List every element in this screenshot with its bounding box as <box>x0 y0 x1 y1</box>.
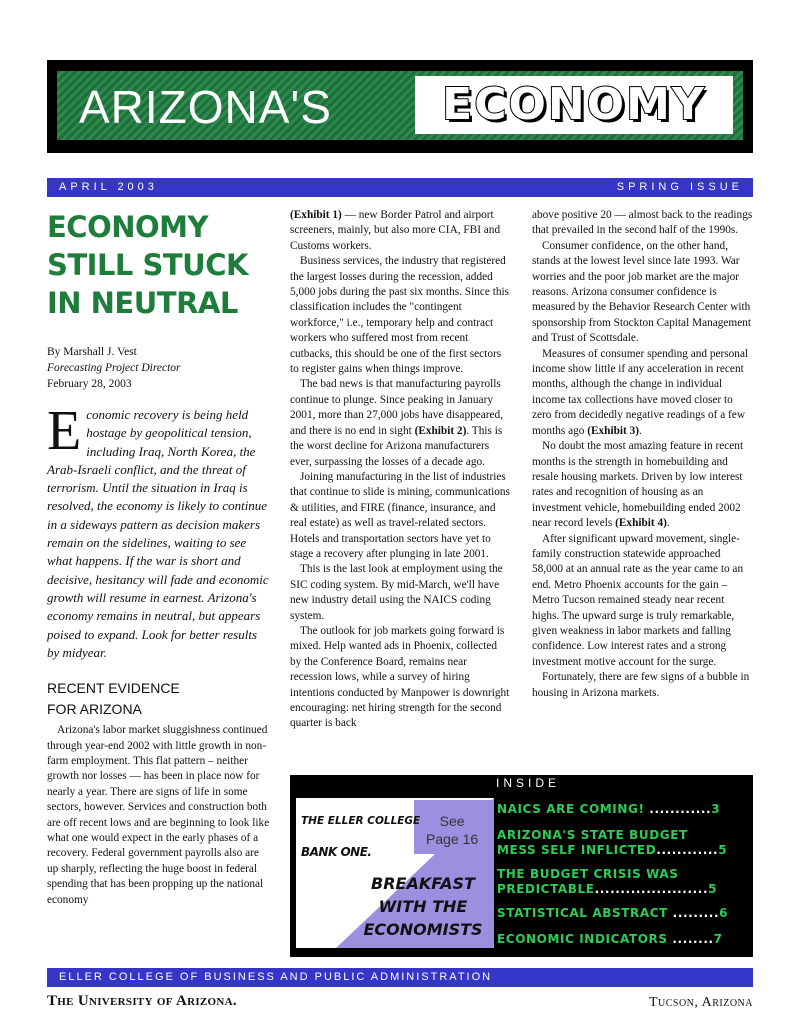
paragraph <box>290 377 510 469</box>
toc-title: NAICS ARE COMING! <box>497 802 645 816</box>
paragraph-text: . <box>666 517 670 530</box>
toc-page: 6 <box>719 906 729 920</box>
toc-item-budget-crisis[interactable] <box>497 867 743 897</box>
subhead-line: RECENT EVIDENCE <box>47 680 180 697</box>
toc-item-state-budget[interactable] <box>497 828 743 858</box>
promo-breakfast-title <box>358 872 488 941</box>
paragraph: After significant upward movement, single-family construction statewide approached 58,000 at an annual rate as the year came to an end. Metro Phoenix accounts for the gain – Metro Tucson remained steady near recent highs. The upward surge is truly remarkable, given weakness in labor markets and falling confidence. Low interest rates and a strong investment motive account for the surge. <box>532 532 744 668</box>
paragraph-text: No doubt the most amazing feature in recent months is the strength in homebuilding and resale housing markets. Driven by low interest rates and recognition of housing as an investment vehicle, homebuilding ended 2002 near record levels <box>532 440 744 530</box>
toc-title: PREDICTABLE <box>497 882 595 896</box>
paragraph-text: . This is the worst decline for Arizona manufacturers ever, surpassing the losses of a decade ago. <box>290 424 503 468</box>
column-1 <box>47 208 272 908</box>
lead-paragraph <box>47 400 272 662</box>
inside-box <box>290 792 753 957</box>
section-subhead <box>47 678 272 720</box>
masthead-economy: ECONOMY <box>442 79 706 130</box>
inside-header <box>290 775 753 792</box>
toc-leader: ........ <box>667 932 714 946</box>
college-name: ELLER COLLEGE OF BUSINESS AND PUBLIC ADMINISTRATION <box>59 971 493 983</box>
column-3 <box>532 208 753 701</box>
lead-text: conomic recovery is being held hostage by geopolitical tension, including Iraq, North Korea, the Arab-Israeli conflict, and the threat of terrorism. Until the situation in Iraq is resolved, the economy is likely to continue in a sideways pattern as decision makers remain on the sidelines, waiting to see what happens. If the war is short and decisive, hesitancy will fade and economic growth will resume in earnest. Arizona's economy remains in neutral, but appears poised to expand. Look for better results by midyear. <box>47 407 269 660</box>
paragraph: Arizona's labor market sluggishness continued through year-end 2002 with little growth in non-farm employment. This flat pattern – neither growth nor losses — has been in place now for nearly a year. There are signs of life in some sectors, however. Services and construction both are off recent lows and are beginning to look like what one would expect in the early phases of a recovery. Federal government payrolls also are up sharply, reflecting the huge boost in federal spending that has been propping up the national economy <box>47 724 270 906</box>
paragraph <box>532 347 753 439</box>
paragraph-text: — new Border Patrol and airport screeners, mainly, but also more CIA, FBI and Customs workers. <box>290 209 501 252</box>
toc-title: MESS SELF INFLICTED <box>497 843 657 857</box>
promo-line: BREAKFAST <box>371 874 475 893</box>
toc-title: STATISTICAL ABSTRACT <box>497 906 668 920</box>
masthead-background <box>57 71 743 140</box>
toc-item-statistical-abstract[interactable] <box>497 906 743 921</box>
toc-page: 5 <box>708 882 718 896</box>
drop-cap: E <box>47 400 82 462</box>
masthead-economy-panel <box>415 76 733 134</box>
promo-page: Page 16 <box>426 831 479 847</box>
toc-title: ARIZONA'S STATE BUDGET <box>497 828 688 842</box>
exhibit-ref: (Exhibit 2) <box>414 424 467 437</box>
issue-date-bar <box>47 178 753 197</box>
headline-line: IN NEUTRAL <box>47 286 238 320</box>
column-2 <box>290 208 510 732</box>
paragraph: Business services, the industry that registered the largest losses during the recession, added 5,000 jobs during the past six months. Since this classification includes the "contingent workforce," i.e., temporary help and contract workers who suffered most from recent cutbacks, this should be one of the first sectors to register gains when things improve. <box>290 255 510 376</box>
breakfast-promo[interactable] <box>296 798 494 948</box>
toc-leader: ............ <box>644 802 712 816</box>
paragraph-text: Measures of consumer spending and personal income show little if any acceleration in recent months, although the change in individual income tax collections have moved closer to zero from decidedly negative readings of a few months ago <box>532 347 749 437</box>
byline <box>47 344 272 392</box>
footer-bar <box>47 968 753 987</box>
headline-line: STILL STUCK <box>47 248 248 282</box>
paragraph: above positive 20 — almost back to the readings that prevailed in the second half of the 1990s. <box>532 209 753 237</box>
paragraph <box>532 439 753 531</box>
promo-see-page <box>426 812 478 848</box>
toc-item-naics[interactable] <box>497 802 743 817</box>
toc-page: 3 <box>711 802 721 816</box>
toc-item-economic-indicators[interactable] <box>497 932 743 947</box>
location: Tucson, Arizona <box>648 995 753 1010</box>
issue-date: APRIL 2003 <box>59 181 158 193</box>
inside-table-of-contents <box>495 792 753 957</box>
subhead-line: FOR ARIZONA <box>47 701 142 718</box>
headline-line: ECONOMY <box>47 210 209 244</box>
promo-see: See <box>439 813 465 829</box>
paragraph: Fortunately, there are few signs of a bubble in housing in Arizona markets. <box>532 671 750 699</box>
paragraph: The outlook for job markets going forward is mixed. Help wanted ads in Phoenix, collected by the Conference Board, remains near recession lows, while a survey of hiring intentions conducted by Manpower is downright encouraging: net hiring strength for the second quarter is back <box>290 624 510 730</box>
toc-leader: ............ <box>656 843 719 857</box>
promo-eller-college: THE ELLER COLLEGE <box>301 815 421 827</box>
masthead-arizona: ARIZONA'S <box>79 81 332 133</box>
toc-title: ECONOMIC INDICATORS <box>497 932 668 946</box>
toc-leader: ...................... <box>594 882 709 896</box>
toc-page: 7 <box>713 932 723 946</box>
toc-page: 5 <box>718 843 728 857</box>
column-1-body <box>47 723 272 908</box>
article-date: February 28, 2003 <box>47 378 132 390</box>
promo-line: WITH THE <box>378 897 468 916</box>
article-headline <box>47 208 272 322</box>
exhibit-ref: (Exhibit 3) <box>587 424 640 437</box>
exhibit-ref: (Exhibit 1) <box>290 209 342 221</box>
toc-title: THE BUDGET CRISIS WAS <box>497 867 679 881</box>
paragraph <box>290 208 510 254</box>
author: By Marshall J. Vest <box>47 346 137 358</box>
author-title: Forecasting Project Director <box>47 362 181 374</box>
toc-leader: ......... <box>667 906 720 920</box>
masthead <box>47 60 753 153</box>
paragraph: Consumer confidence, on the other hand, stands at the lowest level since late 1993. War worries and the poor job market are the major reasons. Arizona consumer confidence is measured by the Behavior Research Center with sponsorship from Stockton Capital Management and Trust of Scottsdale. <box>532 239 752 345</box>
inside-label: INSIDE <box>496 776 561 790</box>
paragraph: Joining manufacturing in the list of industries that continue to slide is mining, communications & utilities, and FIRE (finance, insurance, and real estate) as well as travel-related sectors. Hotels and transportation sectors have yet to stage a recovery after plunging in late 2001. <box>290 470 510 560</box>
bank-one-logo: BANK ONE. <box>301 845 372 859</box>
paragraph-text: The bad news is that manufacturing payrolls continue to plunge. Since peaking in January 2001, more than 27,000 jobs have disappeared, and there is no end in sight <box>290 378 504 437</box>
university-name: The University of Arizona. <box>47 993 237 1009</box>
exhibit-ref: (Exhibit 4) <box>615 517 667 530</box>
paragraph-text: . <box>639 424 642 437</box>
promo-line: ECONOMISTS <box>363 920 483 939</box>
paragraph: This is the last look at employment using the SIC coding system. By mid-March, we'll have new industry detail using the NAICS coding system. <box>290 563 503 622</box>
issue-season: SPRING ISSUE <box>616 181 743 193</box>
